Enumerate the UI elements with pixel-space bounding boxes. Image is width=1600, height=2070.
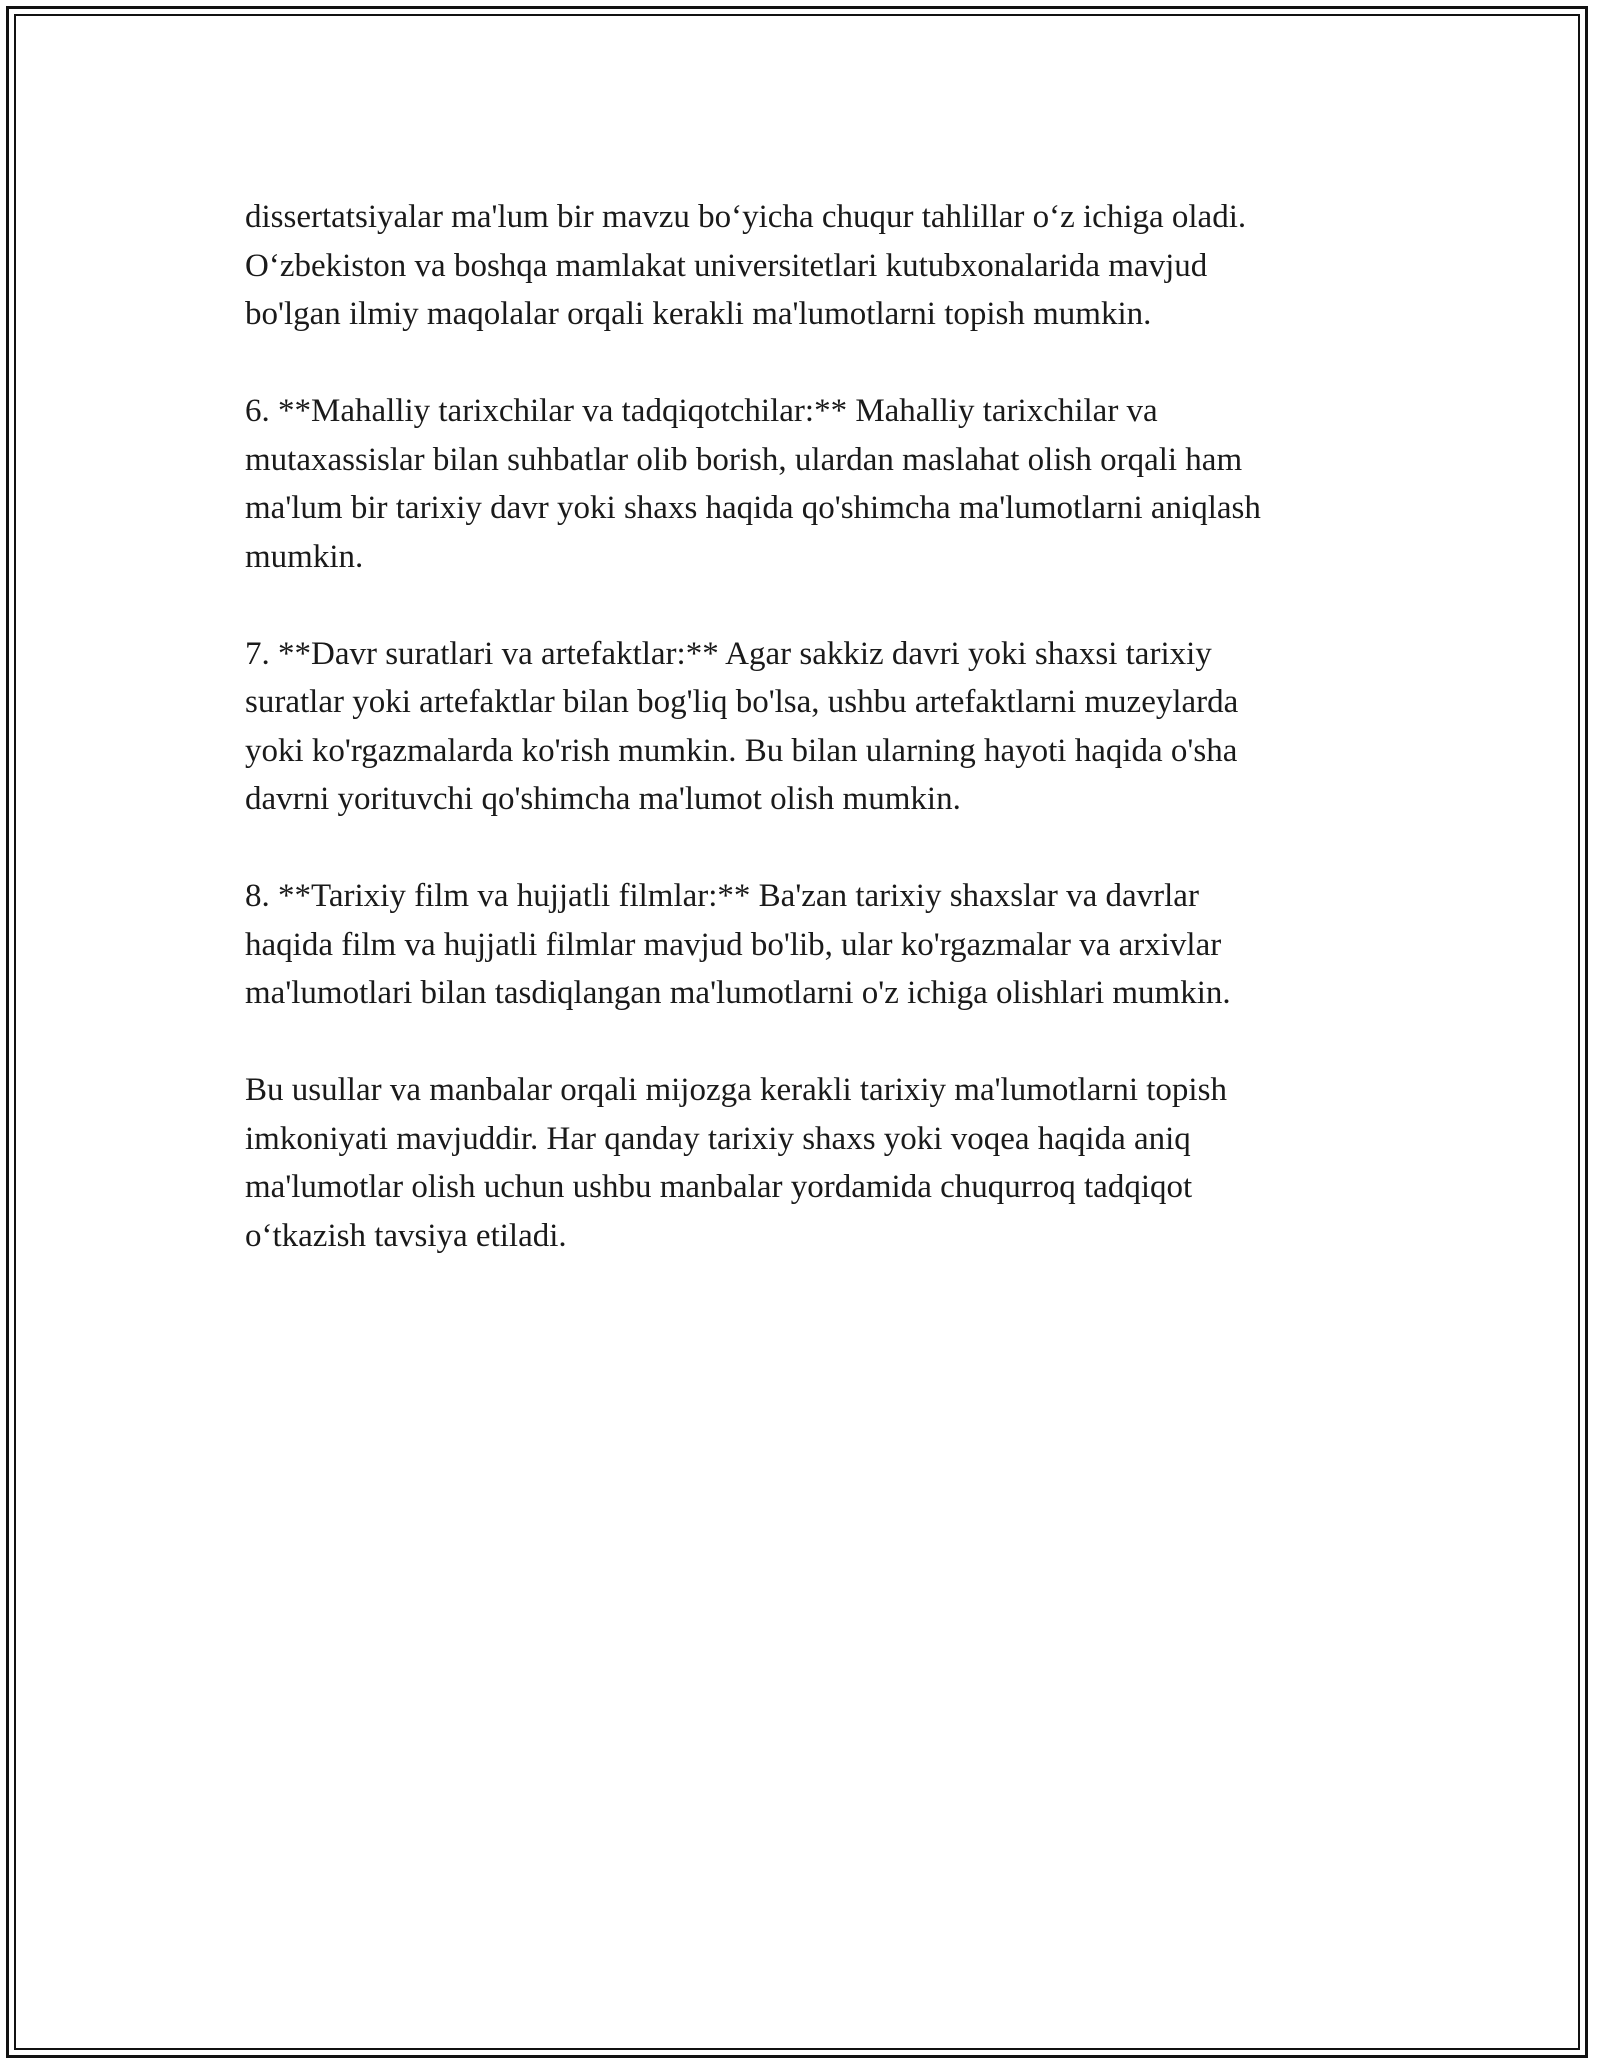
page-frame — [6, 6, 1588, 2058]
paragraph-item-8 — [245, 872, 1405, 1018]
text-line: ma'lumotlari bilan tasdiqlangan ma'lumotlarni o'z ichiga olishlari mumkin. — [245, 975, 1231, 1011]
text-line: dissertatsiyalar ma'lum bir mavzu bo‘yicha chuqur tahlillar o‘z ichiga oladi. — [245, 199, 1247, 235]
text-line: ma'lumotlar olish uchun ushbu manbalar yordamida chuqurroq tadqiqot — [245, 1169, 1193, 1205]
text-line: O‘zbekiston va boshqa mamlakat universitetlari kutubxonalarida mavjud — [245, 247, 1208, 284]
text-line: 6. **Mahalliy tarixchilar va tadqiqotchilar:** Mahalliy tarixchilar va — [245, 393, 1158, 429]
text-line: ma'lum bir tarixiy davr yoki shaxs haqida qo'shimcha ma'lumotlarni aniqlash — [245, 490, 1261, 526]
text-line: o‘tkazish tavsiya etiladi. — [245, 1217, 567, 1254]
text-line: davrni yorituvchi qo'shimcha ma'lumot olish mumkin. — [245, 781, 961, 817]
text-line: yoki ko'rgazmalarda ko'rish mumkin. Bu bilan ularning hayoti haqida o'sha — [245, 732, 1238, 769]
text-line: mumkin. — [245, 538, 364, 575]
paragraph-item-6 — [245, 387, 1405, 581]
document-body — [245, 193, 1405, 1260]
text-line: imkoniyati mavjuddir. Har qanday tarixiy shaxs yoki voqea haqida aniq — [245, 1120, 1191, 1157]
text-line: 7. **Davr suratlari va artefaktlar:** Agar sakkiz davri yoki shaxsi tarixiy — [245, 635, 1212, 672]
text-line: suratlar yoki artefaktlar bilan bog'liq bo'lsa, ushbu artefaktlarni muzeylarda — [245, 684, 1239, 720]
text-line: haqida film va hujjatli filmlar mavjud bo'lib, ular ko'rgazmalar va arxivlar — [245, 926, 1222, 963]
paragraph-conclusion — [245, 1066, 1405, 1260]
text-line: Bu usullar va manbalar orqali mijozga kerakli tarixiy ma'lumotlarni topish — [245, 1072, 1227, 1108]
paragraph-item-7 — [245, 630, 1405, 824]
text-line: mutaxassislar bilan suhbatlar olib borish, ulardan maslahat olish orqali ham — [245, 441, 1243, 478]
text-line: 8. **Tarixiy film va hujjatli filmlar:** Ba'zan tarixiy shaxslar va davrlar — [245, 878, 1199, 914]
paragraph-continuation — [245, 193, 1405, 339]
text-line: bo'lgan ilmiy maqolalar orqali kerakli ma'lumotlarni topish mumkin. — [245, 296, 1152, 332]
